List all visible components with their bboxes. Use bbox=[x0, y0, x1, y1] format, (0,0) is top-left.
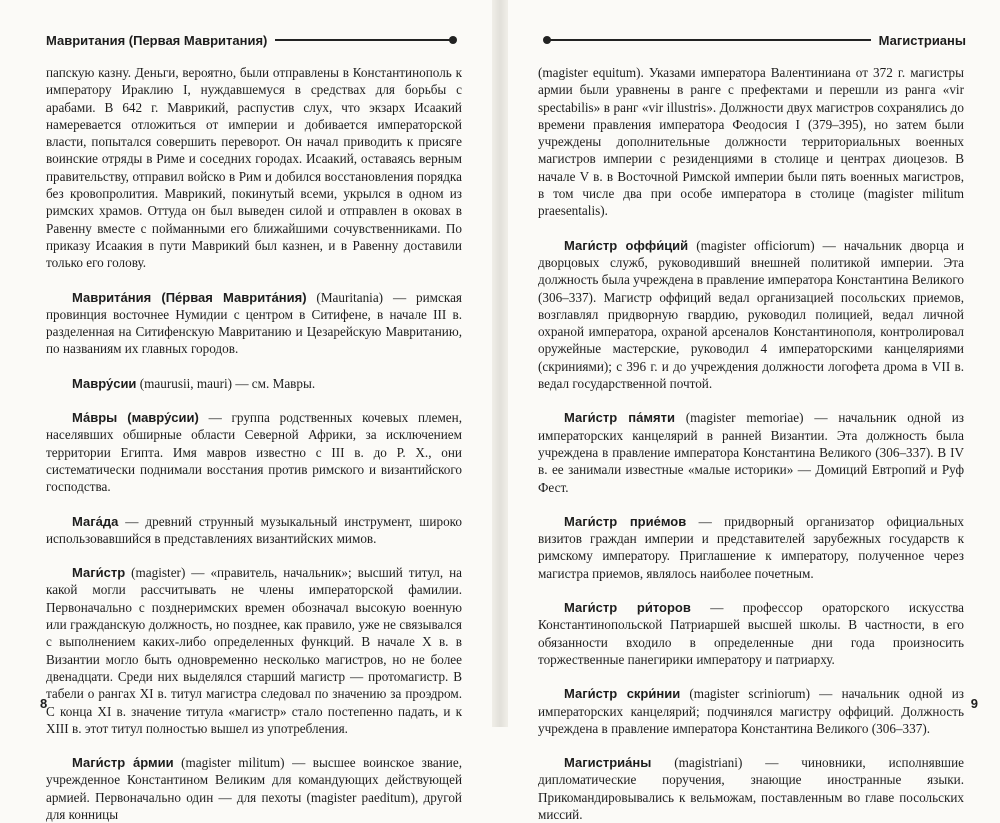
left-page bbox=[0, 0, 492, 822]
entry-magistr-priemov bbox=[538, 513, 964, 582]
entry-definition: (magister) — «правитель, начальник»; высший титул, на какой могли рассчитывать не члены императорской фамилии. Первоначально с позднеримских времен обозначал высокую военную или гражданскую должность, но позднее, как правило, уже не связывался с выполнением каких-либо определенных функций. В начале X в. в Византии могло быть одновременно несколько магистров, но не более двенадцати. Среди них выделялся старший магистр — протомагистр. В табели о рангах XI в. титул магистра следовал по значению за проэдром. С конца XI в. значение титула «магистр» стало постепенно падать, и к XIII в. этот титул полностью вышел из употребления. bbox=[46, 565, 462, 736]
entry-magistriany bbox=[538, 754, 964, 823]
entry-mavry bbox=[46, 409, 462, 495]
right-header-rule bbox=[546, 39, 871, 41]
entry-magistr-skrinii bbox=[538, 685, 964, 737]
entry-term: Маги́стр оффи́ций bbox=[564, 237, 689, 253]
entry-term: Маги́стр па́мяти bbox=[564, 410, 675, 426]
entry-definition: (magister memoriae) — начальник одной из императорских канцелярий в ранней Византии. Эта должность была учреждена в правление императора Константина Великого (306–337). В IV в. ее занимали известные «малые историки» — Домиций Евтропий и Руф Фест. bbox=[538, 410, 964, 495]
entry-magistr-officiy bbox=[538, 237, 964, 393]
right-page bbox=[508, 0, 1000, 822]
entry-definition: — древний струнный музыкальный инструмент, широко использовавшийся в представлениях византийских мимов. bbox=[46, 513, 462, 546]
entry-definition: (magister officiorum) — начальник дворца и дворцовых служб, руководивший внешней политикой империи. Эта должность была учреждена в правление императора Константина Великого (306–337). Магистр оффиций ведал организацией посольских приемов, возглавлял придворную гвардию, руководил полицией, ведал личной охраной императора, охраной арсеналов Константинополя, контролировал оружейные мастерские, руководил 4 императорскими канцеляриями (скриниями); с 396 г. и до учреждения должности логофета дрома в VII в. ведал государственной почтой. bbox=[538, 237, 964, 392]
left-continuation-paragraph: папскую казну. Деньги, вероятно, были отправлены в Константинополь к императору Ираклию I, нуждавшемуся в средствах для борьбы с арабами. В 642 г. Маврикий, распустив слух, что экзарх Исаакий намеревается отложиться от империи и добивается императорской власти, попытался совершить переворот. Он начал приводить к присяге воинские отряды в Риме и соседних городах. Исаакий, оставаясь верным правительству, отправил войско в Рим и добился восстановления порядка без кровопролития. Маврикий, покинутый всеми, укрылся в одном из римских храмов. Оттуда он был выведен силой и отправлен в оковах в Равенну вместе с пойманными его ближайшими сочувственниками. По приказу Исаакия в пути Маврикий был казнен, и в Равенну доставили только его голову. bbox=[46, 65, 462, 271]
left-header-rule bbox=[275, 39, 454, 41]
entry-definition: — придворный организатор официальных визитов граждан империи и представителей зарубежных государств к римскому императору. Приглашение к императору, полученное через магистра приемов, являлось наиболее почетным. bbox=[538, 513, 965, 581]
entry-definition: (maurusii, mauri) — см. Мавры. bbox=[136, 375, 316, 391]
entry-mauritania bbox=[46, 289, 462, 358]
right-running-head-title: Магистрианы bbox=[878, 32, 966, 48]
entry-definition: (magistriani) — чиновники, исполнявшие дипломатические поручения, знающие иностранные языки. Прикомандировывались к вельможам, поставленным во главе посольских миссий. bbox=[538, 755, 964, 822]
entry-term: Маврита́ния (Пе́рвая Маврита́ния) bbox=[72, 289, 307, 305]
right-page-text bbox=[538, 64, 964, 823]
left-page-number: 8 bbox=[40, 696, 48, 711]
entry-definition: (Mauritania) — римская провинция восточнее Нумидии с центром в Ситифене, в начале III в. разделенная на Ситифенскую Мавританию и Цезарейскую Мавританию, по названиям их главных городов. bbox=[46, 289, 462, 357]
entry-term: Маги́стр ри́торов bbox=[564, 600, 691, 616]
entry-term: Магистриа́ны bbox=[564, 755, 652, 771]
entry-magistr-pamyati bbox=[538, 409, 964, 495]
entry-term: Ма́вры (мавру́сии) bbox=[72, 410, 199, 426]
right-page-number: 9 bbox=[970, 696, 978, 711]
left-running-head-title: Мавритания (Первая Мавритания) bbox=[46, 32, 268, 48]
entry-term: Маги́стр bbox=[72, 565, 126, 581]
entry-magistr-armii bbox=[46, 754, 462, 823]
entry-term: Маги́стр прие́мов bbox=[564, 513, 687, 529]
entry-term: Мавру́сии bbox=[72, 375, 137, 391]
right-header-rule-dot bbox=[543, 36, 551, 44]
entry-definition: — профессор ораторского искусства Константинопольской Патриаршей высшей школы. В частности, в его обязанности входило в определенные дни года произносить торжественные панегирики императору и патриарху. bbox=[538, 600, 964, 667]
entry-term: Мага́да bbox=[72, 513, 119, 529]
entry-maurusii bbox=[46, 375, 462, 392]
entry-magada bbox=[46, 513, 462, 548]
right-running-head bbox=[538, 30, 966, 50]
entry-definition: (magister scriniorum) — начальник одной из императорских канцелярий; подчинялся магистру оффиций. Должность учреждена в правление императора Константина Великого (306–337). bbox=[538, 686, 965, 736]
entry-magistr-ritorov bbox=[538, 599, 964, 668]
book-gutter bbox=[492, 0, 508, 727]
entry-definition: — группа родственных кочевых племен, населявших обширные области Северной Африки, за исключением территории Египта. Имя мавров известно с III в. до Р. Х., они систематически поднимали восстания против римского и византийского господства. bbox=[46, 410, 462, 495]
right-continuation-paragraph: (magister equitum). Указами императора Валентиниана от 372 г. магистры армии были уравнены в ранге с префектами и перешли из ранга «vir spectabilis» в ранг «vir illustris». Должности двух магистров сохранялись до времени правления императора Феодосия I (379–395), но затем были учреждены дополнительные должности территориальных военных магистров империи с резиденциями в столице и центрах диоцезов. В начале V в. в Восточной Римской империи были пять военных магистров, в том числе два при особе императора в столице (magister militum praesentalis). bbox=[538, 65, 964, 219]
left-page-text bbox=[46, 64, 462, 823]
left-running-head bbox=[46, 30, 462, 50]
entry-term: Маги́стр а́рмии bbox=[72, 755, 174, 771]
entry-term: Маги́стр скри́нии bbox=[564, 686, 681, 702]
entry-magistr bbox=[46, 564, 462, 737]
left-header-rule-dot bbox=[449, 36, 457, 44]
entry-definition: (magister militum) — высшее воинское звание, учрежденное Константином Великим для командующих действующей армией. Первоначально один — для пехоты (magister paeditum), другой для конницы bbox=[46, 755, 463, 822]
